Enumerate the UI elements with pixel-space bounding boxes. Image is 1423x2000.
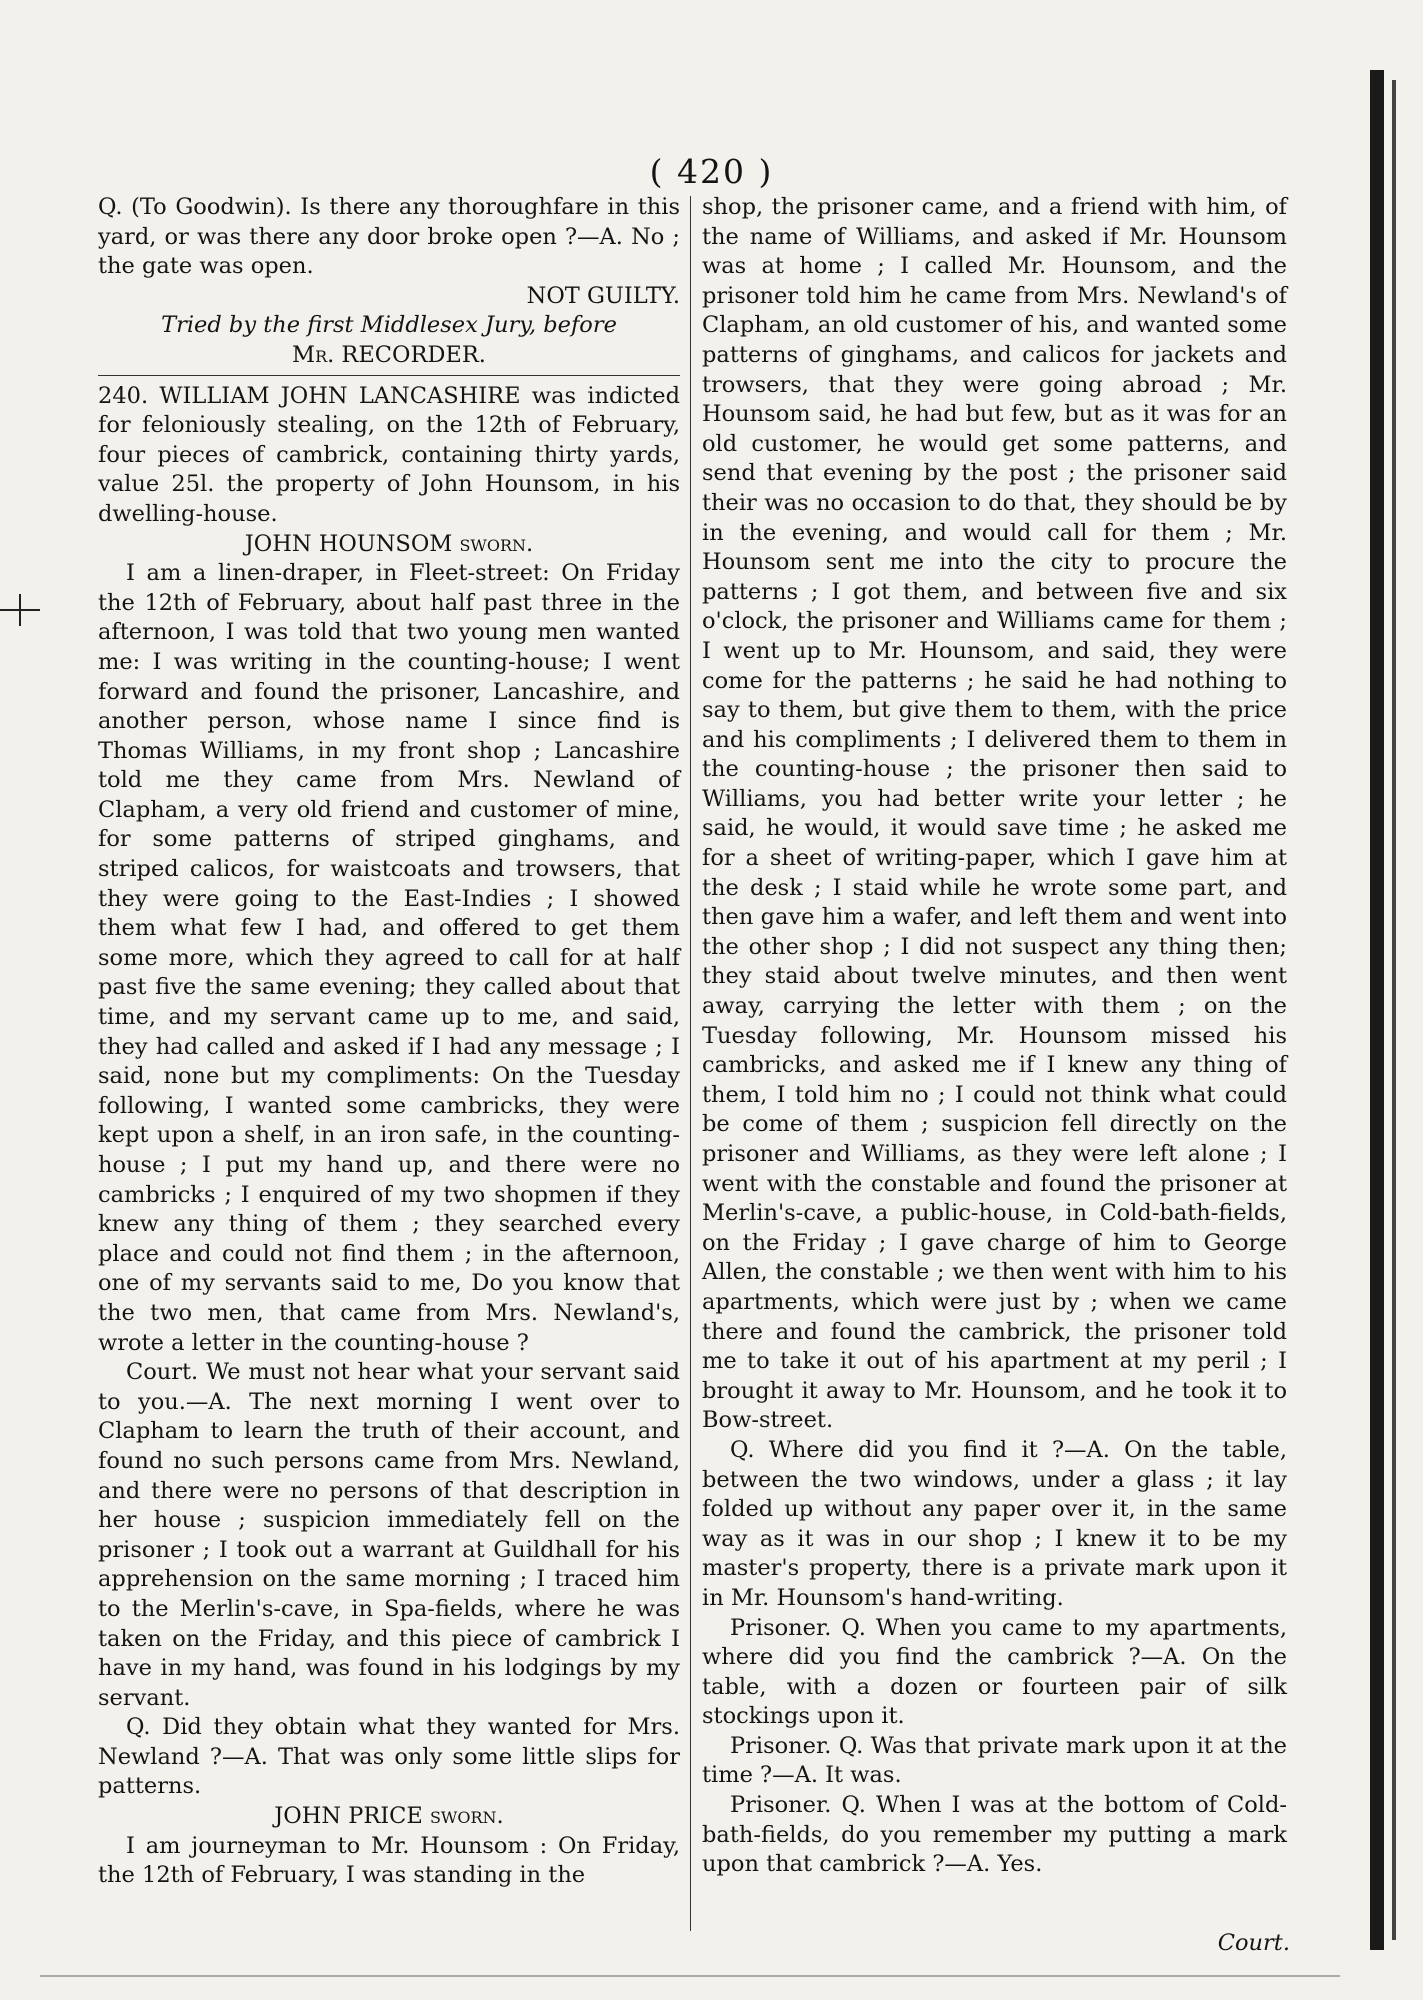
scan-edge-line [1392, 80, 1396, 1940]
bottom-rule [40, 1975, 1340, 1977]
question-goodwin: Q. (To Goodwin). Is there any thoroughfare in this yard, or was there any door broke open ?—A. No ; the gate was open. [98, 194, 680, 280]
jury-note: Tried by the first Middlesex Jury, before [161, 312, 617, 339]
catchword: Court. [1217, 1930, 1290, 1956]
page-number: ( 420 ) [649, 152, 774, 191]
prisoner-question: Prisoner. Q. Was that private mark upon it at the time ?—A. It was. [702, 1732, 1287, 1789]
prisoner-question: Prisoner. Q. When I was at the bottom of Cold-bath-fields, do you remember my putting a mark upon that cambrick ?—A. Yes. [702, 1792, 1287, 1878]
recorder-note: Mr. RECORDER. [292, 341, 486, 368]
question-answer: Q. Where did you find it ?—A. On the table, between the two windows, under a glass ; it lay folded up without any paper over it, in the same way as it was in our shop ; I knew it to be my master's property, there is a private mark upon it in Mr. Hounsom's hand-writing. [702, 1436, 1287, 1611]
witness-heading: JOHN HOUNSOM sworn. [244, 530, 534, 557]
witness-heading: JOHN PRICE sworn. [274, 1803, 504, 1830]
left-column [98, 193, 680, 1891]
right-column [702, 193, 1287, 1880]
case-heading: 240. WILLIAM JOHN LANCASHIRE was indicted for feloniously stealing, on the 12th of February, four pieces of cambrick, containing thirty yards, value 25l. the property of John Hounsom, in his dwelling-house. [98, 382, 680, 527]
witness-testimony: I am a linen-draper, in Fleet-street: On Friday the 12th of February, about half past three in the afternoon, I was told that two young men wanted me: I was writing in the counting-house; I went forward and found the prisoner, Lancashire, and another person, whose name I since find is Thomas Williams, in my front shop ; Lancashire told me they came from Mrs. Newland of Clapham, a very old friend and customer of mine, for some patterns of striped ginghams, and striped calicos, for waistcoats and trowsers, that they were going to the East-Indies ; I showed them what few I had, and offered to get them some more, which they agreed to call for at half past five the same evening; they called about that time, and my servant came up to me, and said, they had called and asked if I had any message ; I said, none but my compliments: On the Tuesday following, I wanted some cambricks, they were kept upon a shelf, in an iron safe, in the counting-house ; I put my hand up, and there were no cambricks ; I enquired of my two shopmen if they knew any thing of them ; they searched every place and could not find them ; in the afternoon, one of my servants said to me, Do you know that the two men, that came from Mrs. Newland's, wrote a letter in the counting-house ? [98, 560, 680, 1356]
witness-testimony: I am journeyman to Mr. Hounsom : On Friday, the 12th of February, I was standing in the [98, 1832, 680, 1889]
scan-edge-shadow [1370, 70, 1384, 1950]
crosshair-icon [0, 590, 40, 630]
prisoner-question: Prisoner. Q. When you came to my apartments, where did you find the cambrick ?—A. On the table, with a dozen or fourteen pair of silk stockings upon it. [702, 1614, 1287, 1730]
section-rule [98, 375, 680, 376]
column-divider [690, 196, 691, 1931]
verdict: NOT GUILTY. [526, 282, 680, 309]
witness-testimony: shop, the prisoner came, and a friend with him, of the name of Williams, and asked if Mr. Hounsom was at home ; I called Mr. Hounsom, and the prisoner told him he came from Mrs. Newland's of Clapham, an old customer of his, and wanted some patterns of ginghams, and calicos for jackets and trowsers, that they were going abroad ; Mr. Hounsom said, he had but few, but as it was for an old customer, he would get some patterns, and send that evening by the post ; the prisoner said their was no occasion to do that, they should be by in the evening, and would call for them ; Mr. Hounsom sent me into the city to procure the patterns ; I got them, and between five and six o'clock, the prisoner and Williams came for them ; I went up to Mr. Hounsom, and said, they were come for the patterns ; he said he had nothing to say to them, but give them to them, with the price and his compliments ; I delivered them to them in the counting-house ; the prisoner then said to Williams, you had better write your letter ; he said, he would, it would save time ; he asked me for a sheet of writing-paper, which I gave him at the desk ; I staid while he wrote some part, and then gave him a wafer, and left them and went into the other shop ; I did not suspect any thing then; they staid about twelve minutes, and then went away, carrying the letter with them ; on the Tuesday following, Mr. Hounsom missed his cambricks, and asked me if I knew any thing of them, I told him no ; I could not think what could be come of them ; suspicion fell directly on the prisoner and Williams, as they were left alone ; I went with the constable and found the prisoner at Merlin's-cave, a public-house, in Cold-bath-fields, on the Friday ; I gave charge of him to George Allen, the constable ; we then went with him to his apartments, which were just by ; when we came there and found the cambrick, the prisoner told me to take it out of his apartment at my peril ; I brought it away to Mr. Hounsom, and he took it to Bow-street. [702, 194, 1287, 1434]
court-exchange: Court. We must not hear what your servant said to you.—A. The next morning I went over to Clapham to learn the truth of their account, and found no such persons came from Mrs. Newland, and there were no persons of that description in her house ; suspicion immediately fell on the prisoner ; I took out a warrant at Guildhall for his apprehension on the same morning ; I traced him to the Merlin's-cave, in Spa-fields, where he was taken on the Friday, and this piece of cambrick I have in my hand, was found in his lodgings by my servant. [98, 1359, 680, 1711]
question-answer: Q. Did they obtain what they wanted for Mrs. Newland ?—A. That was only some little slips for patterns. [98, 1714, 680, 1800]
